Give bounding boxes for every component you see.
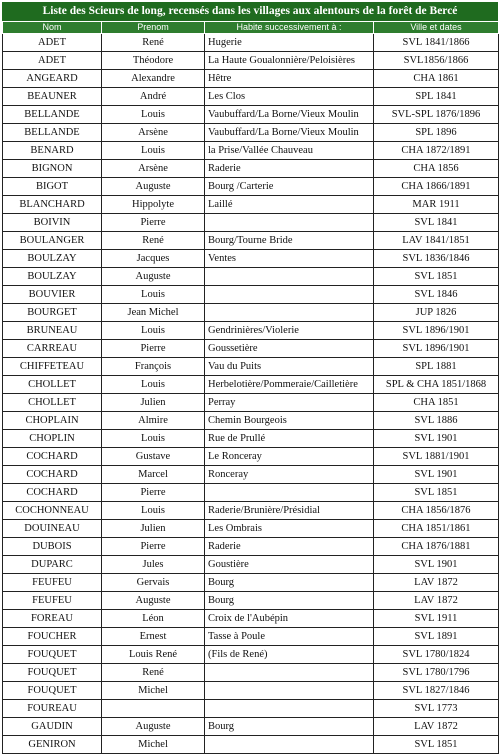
- dates-cell: CHA 1876/1881: [374, 538, 499, 556]
- habite-cell: [205, 484, 374, 502]
- table-row: [3, 664, 499, 682]
- nom-cell: FOUQUET: [3, 646, 102, 664]
- dates-cell: CHA 1872/1891: [374, 142, 499, 160]
- table-row: [3, 448, 499, 466]
- nom-cell: GENIRON: [3, 736, 102, 754]
- prenom-cell: Auguste: [102, 268, 205, 286]
- dates-cell: SVL 1851: [374, 268, 499, 286]
- nom-cell: ADET: [3, 52, 102, 70]
- prenom-cell: François: [102, 358, 205, 376]
- habite-cell: Goussetière: [205, 340, 374, 358]
- habite-cell: Herbelotière/Pommeraie/Cailletière: [205, 376, 374, 394]
- habite-cell: Hêtre: [205, 70, 374, 88]
- prenom-cell: Louis: [102, 286, 205, 304]
- prenom-cell: Pierre: [102, 214, 205, 232]
- dates-cell: SVL 1896/1901: [374, 340, 499, 358]
- table-row: [3, 520, 499, 538]
- habite-cell: La Haute Goualonnière/Peloisières: [205, 52, 374, 70]
- dates-cell: SVL 1836/1846: [374, 250, 499, 268]
- prenom-cell: Jean Michel: [102, 304, 205, 322]
- table-row: [3, 178, 499, 196]
- nom-cell: GAUDIN: [3, 718, 102, 736]
- prenom-cell: Hippolyte: [102, 196, 205, 214]
- table-row: [3, 286, 499, 304]
- habite-cell: Les Clos: [205, 88, 374, 106]
- habite-cell: Hugerie: [205, 34, 374, 52]
- dates-cell: JUP 1826: [374, 304, 499, 322]
- table-row: [3, 484, 499, 502]
- nom-cell: FEUFEU: [3, 592, 102, 610]
- habite-cell: Bourg /Carterie: [205, 178, 374, 196]
- table-row: [3, 628, 499, 646]
- nom-cell: CHIFFETEAU: [3, 358, 102, 376]
- habite-cell: Raderie: [205, 538, 374, 556]
- habite-cell: Le Ronceray: [205, 448, 374, 466]
- header-dates: Ville et dates: [374, 22, 499, 34]
- prenom-cell: Marcel: [102, 466, 205, 484]
- nom-cell: COCHARD: [3, 484, 102, 502]
- dates-cell: SVL 1901: [374, 430, 499, 448]
- dates-cell: LAV 1841/1851: [374, 232, 499, 250]
- prenom-cell: Pierre: [102, 340, 205, 358]
- sawyers-table: [2, 21, 499, 754]
- prenom-cell: Louis: [102, 430, 205, 448]
- prenom-cell: Arsène: [102, 124, 205, 142]
- prenom-cell: Léon: [102, 610, 205, 628]
- prenom-cell: Julien: [102, 394, 205, 412]
- nom-cell: COCHONNEAU: [3, 502, 102, 520]
- habite-cell: Croix de l'Aubépin: [205, 610, 374, 628]
- table-row: [3, 358, 499, 376]
- prenom-cell: Louis: [102, 106, 205, 124]
- nom-cell: COCHARD: [3, 466, 102, 484]
- table-row: [3, 88, 499, 106]
- habite-cell: Vau du Puits: [205, 358, 374, 376]
- prenom-cell: Pierre: [102, 538, 205, 556]
- dates-cell: LAV 1872: [374, 574, 499, 592]
- prenom-cell: Louis: [102, 502, 205, 520]
- nom-cell: DOUINEAU: [3, 520, 102, 538]
- dates-cell: SVL 1780/1824: [374, 646, 499, 664]
- table-row: [3, 700, 499, 718]
- table-row: [3, 502, 499, 520]
- table-row: [3, 70, 499, 88]
- table-header-row: [3, 22, 499, 34]
- table-row: [3, 376, 499, 394]
- prenom-cell: André: [102, 88, 205, 106]
- habite-cell: Perray: [205, 394, 374, 412]
- dates-cell: SVL 1901: [374, 466, 499, 484]
- nom-cell: DUBOIS: [3, 538, 102, 556]
- table-body: [3, 34, 499, 754]
- nom-cell: ADET: [3, 34, 102, 52]
- dates-cell: SVL1856/1866: [374, 52, 499, 70]
- dates-cell: CHA 1851: [374, 394, 499, 412]
- prenom-cell: Ernest: [102, 628, 205, 646]
- header-prenom: Prenom: [102, 22, 205, 34]
- nom-cell: BRUNEAU: [3, 322, 102, 340]
- table-row: [3, 646, 499, 664]
- prenom-cell: René: [102, 664, 205, 682]
- habite-cell: Bourg: [205, 718, 374, 736]
- dates-cell: SPL 1881: [374, 358, 499, 376]
- dates-cell: SVL 1846: [374, 286, 499, 304]
- dates-cell: SVL 1780/1796: [374, 664, 499, 682]
- habite-cell: Bourg: [205, 592, 374, 610]
- habite-cell: [205, 736, 374, 754]
- nom-cell: BLANCHARD: [3, 196, 102, 214]
- nom-cell: BEAUNER: [3, 88, 102, 106]
- nom-cell: BELLANDE: [3, 124, 102, 142]
- dates-cell: SPL & CHA 1851/1868: [374, 376, 499, 394]
- habite-cell: Raderie/Brunière/Présidial: [205, 502, 374, 520]
- prenom-cell: Jacques: [102, 250, 205, 268]
- habite-cell: Ronceray: [205, 466, 374, 484]
- table-row: [3, 322, 499, 340]
- nom-cell: FOUQUET: [3, 664, 102, 682]
- dates-cell: SVL 1881/1901: [374, 448, 499, 466]
- habite-cell: la Prise/Vallée Chauveau: [205, 142, 374, 160]
- table-row: [3, 430, 499, 448]
- habite-cell: Vaubuffard/La Borne/Vieux Moulin: [205, 106, 374, 124]
- nom-cell: BIGOT: [3, 178, 102, 196]
- habite-cell: Bourg: [205, 574, 374, 592]
- dates-cell: CHA 1851/1861: [374, 520, 499, 538]
- nom-cell: BOULZAY: [3, 250, 102, 268]
- prenom-cell: Auguste: [102, 178, 205, 196]
- prenom-cell: [102, 700, 205, 718]
- dates-cell: SVL 1901: [374, 556, 499, 574]
- table-row: [3, 610, 499, 628]
- dates-cell: LAV 1872: [374, 718, 499, 736]
- habite-cell: Gendrinières/Violerie: [205, 322, 374, 340]
- prenom-cell: Gustave: [102, 448, 205, 466]
- nom-cell: FOUREAU: [3, 700, 102, 718]
- nom-cell: ANGEARD: [3, 70, 102, 88]
- dates-cell: SVL 1851: [374, 736, 499, 754]
- nom-cell: FEUFEU: [3, 574, 102, 592]
- prenom-cell: Louis: [102, 142, 205, 160]
- table-row: [3, 466, 499, 484]
- prenom-cell: Auguste: [102, 592, 205, 610]
- dates-cell: SPL 1841: [374, 88, 499, 106]
- habite-cell: Ventes: [205, 250, 374, 268]
- prenom-cell: Gervais: [102, 574, 205, 592]
- dates-cell: SVL 1891: [374, 628, 499, 646]
- habite-cell: [205, 664, 374, 682]
- table-row: [3, 412, 499, 430]
- prenom-cell: Théodore: [102, 52, 205, 70]
- prenom-cell: Jules: [102, 556, 205, 574]
- dates-cell: SVL-SPL 1876/1896: [374, 106, 499, 124]
- table-row: [3, 196, 499, 214]
- habite-cell: [205, 682, 374, 700]
- table-row: [3, 304, 499, 322]
- prenom-cell: Louis: [102, 376, 205, 394]
- prenom-cell: Louis René: [102, 646, 205, 664]
- table-row: [3, 538, 499, 556]
- nom-cell: CHOPLIN: [3, 430, 102, 448]
- table-row: [3, 592, 499, 610]
- habite-cell: Laillé: [205, 196, 374, 214]
- dates-cell: SVL 1886: [374, 412, 499, 430]
- nom-cell: CARREAU: [3, 340, 102, 358]
- prenom-cell: Louis: [102, 322, 205, 340]
- dates-cell: SVL 1851: [374, 484, 499, 502]
- dates-cell: SPL 1896: [374, 124, 499, 142]
- habite-cell: Tasse à Poule: [205, 628, 374, 646]
- table-row: [3, 160, 499, 178]
- dates-cell: CHA 1861: [374, 70, 499, 88]
- nom-cell: FOUCHER: [3, 628, 102, 646]
- habite-cell: (Fils de René): [205, 646, 374, 664]
- nom-cell: FOUQUET: [3, 682, 102, 700]
- prenom-cell: Auguste: [102, 718, 205, 736]
- nom-cell: CHOPLAIN: [3, 412, 102, 430]
- table-row: [3, 682, 499, 700]
- prenom-cell: René: [102, 34, 205, 52]
- table-row: [3, 106, 499, 124]
- header-nom: Nom: [3, 22, 102, 34]
- dates-cell: CHA 1856/1876: [374, 502, 499, 520]
- habite-cell: Bourg/Tourne Bride: [205, 232, 374, 250]
- habite-cell: [205, 700, 374, 718]
- dates-cell: LAV 1872: [374, 592, 499, 610]
- habite-cell: Vaubuffard/La Borne/Vieux Moulin: [205, 124, 374, 142]
- dates-cell: SVL 1896/1901: [374, 322, 499, 340]
- dates-cell: MAR 1911: [374, 196, 499, 214]
- table-row: [3, 394, 499, 412]
- nom-cell: COCHARD: [3, 448, 102, 466]
- nom-cell: BOURGET: [3, 304, 102, 322]
- table-row: [3, 250, 499, 268]
- table-row: [3, 718, 499, 736]
- document-title: Liste des Scieurs de long, recensés dans les villages aux alentours de la forêt de Bercé: [2, 2, 498, 21]
- habite-cell: [205, 214, 374, 232]
- table-row: [3, 142, 499, 160]
- nom-cell: BOULZAY: [3, 268, 102, 286]
- dates-cell: CHA 1856: [374, 160, 499, 178]
- nom-cell: CHOLLET: [3, 376, 102, 394]
- nom-cell: BOUVIER: [3, 286, 102, 304]
- prenom-cell: Michel: [102, 682, 205, 700]
- habite-cell: Rue de Prullé: [205, 430, 374, 448]
- nom-cell: CHOLLET: [3, 394, 102, 412]
- table-row: [3, 574, 499, 592]
- table-row: [3, 52, 499, 70]
- nom-cell: BIGNON: [3, 160, 102, 178]
- habite-cell: Chemin Bourgeois: [205, 412, 374, 430]
- nom-cell: DUPARC: [3, 556, 102, 574]
- dates-cell: SVL 1841: [374, 214, 499, 232]
- habite-cell: [205, 286, 374, 304]
- prenom-cell: Michel: [102, 736, 205, 754]
- dates-cell: SVL 1773: [374, 700, 499, 718]
- prenom-cell: Arsène: [102, 160, 205, 178]
- nom-cell: BELLANDE: [3, 106, 102, 124]
- dates-cell: CHA 1866/1891: [374, 178, 499, 196]
- habite-cell: Raderie: [205, 160, 374, 178]
- prenom-cell: Alexandre: [102, 70, 205, 88]
- dates-cell: SVL 1841/1866: [374, 34, 499, 52]
- dates-cell: SVL 1827/1846: [374, 682, 499, 700]
- table-row: [3, 34, 499, 52]
- habite-cell: Goustière: [205, 556, 374, 574]
- table-row: [3, 268, 499, 286]
- habite-cell: [205, 268, 374, 286]
- prenom-cell: Julien: [102, 520, 205, 538]
- habite-cell: [205, 304, 374, 322]
- nom-cell: BENARD: [3, 142, 102, 160]
- table-row: [3, 556, 499, 574]
- dates-cell: SVL 1911: [374, 610, 499, 628]
- table-row: [3, 214, 499, 232]
- table-row: [3, 124, 499, 142]
- prenom-cell: Almire: [102, 412, 205, 430]
- nom-cell: FOREAU: [3, 610, 102, 628]
- table-row: [3, 232, 499, 250]
- header-habite: Habite successivement à :: [205, 22, 374, 34]
- table-row: [3, 736, 499, 754]
- prenom-cell: Pierre: [102, 484, 205, 502]
- table-row: [3, 340, 499, 358]
- prenom-cell: René: [102, 232, 205, 250]
- habite-cell: Les Ombrais: [205, 520, 374, 538]
- nom-cell: BOULANGER: [3, 232, 102, 250]
- nom-cell: BOIVIN: [3, 214, 102, 232]
